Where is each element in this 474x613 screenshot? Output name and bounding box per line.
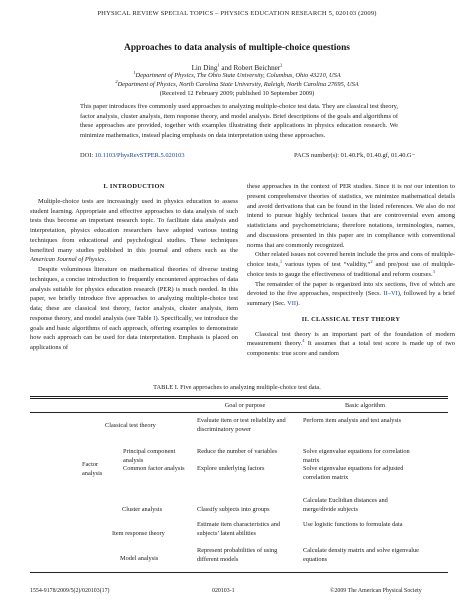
paragraph-text: Other related issues not covered herein include the pros and cons of multiple-choice tests, xyxy=(247,251,455,268)
emphasis: not xyxy=(446,202,455,210)
right-column xyxy=(247,182,455,359)
table-algorithm-cell: Calculate Euclidian distances and merge/divide subjects xyxy=(303,497,388,513)
table-algorithm-cell: Solve eigenvalue equations for correlation matrix xyxy=(303,448,410,464)
paragraph-text: our intention to present comprehensive theories of statistics, we minimize mathematical details and avoid derivations that can be found in the listed references. We also do xyxy=(247,183,455,210)
affiliation xyxy=(0,69,474,79)
footer-issn: 1554-9178/2009/5(2)/020103(17) xyxy=(30,588,110,594)
received-dates: (Received 12 February 2009; published 10 September 2009) xyxy=(159,90,315,97)
table-bottom-rule xyxy=(30,572,448,573)
author-name: Robert Beichner xyxy=(233,64,281,72)
paragraph xyxy=(247,182,455,250)
table-goal-cell: Estimate item characteristics and subjects’ latent abilities xyxy=(197,521,281,537)
table-header-rule xyxy=(30,412,448,413)
table-algorithm-cell: Calculate density matrix and solve eigenvalue equations xyxy=(303,547,419,563)
table-top-rule xyxy=(30,396,448,397)
section-ref-link[interactable]: II–VI xyxy=(383,290,398,298)
table-algorithm-cell: Use logistic functions to formulate data xyxy=(303,521,403,528)
affiliation-text: Department of Physics, North Carolina State University, Raleigh, North Carolina 27695, USA xyxy=(117,81,359,88)
table-method-cell: Cluster analysis xyxy=(122,506,163,513)
journal-name: American Journal of Physics xyxy=(30,256,105,264)
paragraph-text: Classical test theory is an important part of the foundation of modern measurement theory. xyxy=(247,330,455,348)
abstract: This paper introduces five commonly used approaches to analyzing multiple-choice test data. They are classical test theory, factor analysis, cluster analysis, item response theory, and model analysis. Brief descriptions of the goals and algorithms of these approaches are provided, together with examples illustrating their applications in physics education research. We minimize mathematics, instead placing emphasis on data interpretation using these approaches. xyxy=(80,103,398,139)
section-ref-link[interactable]: VII xyxy=(287,300,297,307)
table-method-cell: Common factor analysis xyxy=(123,465,185,472)
paragraph-text: these approaches in the context of PER studies. Since it is xyxy=(247,183,404,190)
paragraph-text: intend to pursue highly technical issues that are controversial even among statisticians and psychometricians; therefore notations, terminologies, names, and discussions presented in this paper are in compliance with conventional norms that are commonly recognized. xyxy=(247,212,455,249)
paragraph xyxy=(247,330,455,359)
paragraph xyxy=(30,265,238,353)
paragraph-text: ), followed by a brief summary (Sec. xyxy=(247,290,455,307)
table-method-cell: Principal component analysis xyxy=(123,448,176,464)
table-method-cell: Classical test theory xyxy=(105,422,156,429)
doi-link[interactable]: 10.1103/PhysRevSTPER.5.020103 xyxy=(94,152,185,159)
paragraph-text: Multiple-choice tests are increasingly used in physics education to assess student learning. Appropriate and effective approaches to data analysis of such tests thus become an important research topic. To facilitate data analysis and interpretation, physics education researchers have adopted various testing techniques from educational and psychological studies. These techniques benefited many studies published in this journal and others such as the xyxy=(30,197,238,254)
table-goal-cell: Classify subjects into groups xyxy=(197,506,270,513)
table-top-rule xyxy=(30,398,448,399)
running-head: PHYSICAL REVIEW SPECIAL TOPICS – PHYSICS EDUCATION RESEARCH 5, 020103 (2009) xyxy=(97,10,377,17)
affiliation xyxy=(0,78,474,88)
section-heading: I. INTRODUCTION xyxy=(103,183,165,190)
paper-title: Approaches to data analysis of multiple-choice questions xyxy=(124,43,350,53)
affiliation-text: Department of Physics, The Ohio State University, Columbus, Ohio 43210, USA xyxy=(135,72,341,79)
affiliation-mark: 2 xyxy=(115,78,118,84)
table-algorithm-cell: Perform item analysis and test analysis xyxy=(303,417,402,424)
author-line xyxy=(0,64,474,72)
paragraph-text: The remainder of the paper is organized into six sections, five of which are devoted to the five approaches, respectively (Secs. xyxy=(247,280,455,298)
affiliation-mark: 2 xyxy=(280,62,283,68)
emphasis: not xyxy=(403,183,412,190)
citation-link[interactable]: 3 xyxy=(432,268,435,274)
paragraph-text: and pre/post use of multiple-choice tests to gauge the effectiveness of traditional and reform courses. xyxy=(247,261,456,278)
table-algorithm-cell: Solve eigenvalue equations for adjusted correlation matrix xyxy=(303,465,404,481)
paragraph-text: ). Specifically, we introduce the goals and basic algorithms of each approach, offering examples to demonstrate how each approach can be used for data interpretation. Emphasis is placed on applications of xyxy=(30,314,238,351)
paragraph xyxy=(247,250,455,279)
paragraph-text: It assumes that a total test score is made up of two components: true score and random xyxy=(247,340,455,357)
affiliation-mark: 1 xyxy=(133,69,136,75)
paragraph-text: Despite voluminous literature on mathematical theories of diverse testing techniques, a concise introduction to frequently encountered approaches of data analysis suitable for physics education research (PER) is much needed. In this paper, we briefly introduce five approaches to analyzing multiple-choice test data; these are classical test theory, factor analysis, cluster analysis, item response theory, and model analysis (see Table xyxy=(30,266,238,322)
table-method-cell: Item response theory xyxy=(112,530,165,537)
paragraph-text: ). xyxy=(296,300,300,307)
citation-link[interactable]: 4 xyxy=(302,338,305,344)
table-ref-link[interactable]: I xyxy=(153,314,156,322)
doi xyxy=(80,152,185,159)
table-goal-cell: Reduce the number of variables xyxy=(197,448,278,455)
author-name: Lin Ding xyxy=(191,64,218,72)
paragraph-text: various types of test “validity,” xyxy=(282,261,371,268)
section-heading: II. CLASSICAL TEST THEORY xyxy=(301,315,401,323)
table-header-goal: Goal or purpose xyxy=(224,402,266,409)
paragraph xyxy=(247,280,455,309)
paragraph xyxy=(30,197,238,265)
table-caption: TABLE I. Five approaches to analyzing multiple-choice test data. xyxy=(153,384,321,391)
doi-label: DOI: xyxy=(80,152,95,159)
citation-link[interactable]: 2 xyxy=(370,258,373,264)
citation-link[interactable]: 1 xyxy=(279,258,283,264)
table-method-cell: Model analysis xyxy=(120,555,159,562)
paragraph-text: . xyxy=(104,256,107,264)
author-connector: and xyxy=(219,64,234,72)
table-header-algorithm: Basic algorithm xyxy=(344,402,386,409)
table-goal-cell: Represent probabilities of using different models xyxy=(197,547,278,563)
left-column xyxy=(30,182,238,353)
table-goal-cell: Evaluate item or test reliability and discriminatory power xyxy=(197,417,286,433)
pacs-numbers: PACS number(s): 01.40.Fk, 01.40.gf, 01.40.G− xyxy=(294,152,416,159)
table-group-cell: Factor analysis xyxy=(82,461,103,477)
footer-copyright: ©2009 The American Physical Society xyxy=(330,588,422,594)
table-goal-cell: Explore underlying factors xyxy=(197,465,265,472)
footer-page-number: 020103-1 xyxy=(212,588,235,594)
affiliation-mark: 1 xyxy=(217,62,220,68)
